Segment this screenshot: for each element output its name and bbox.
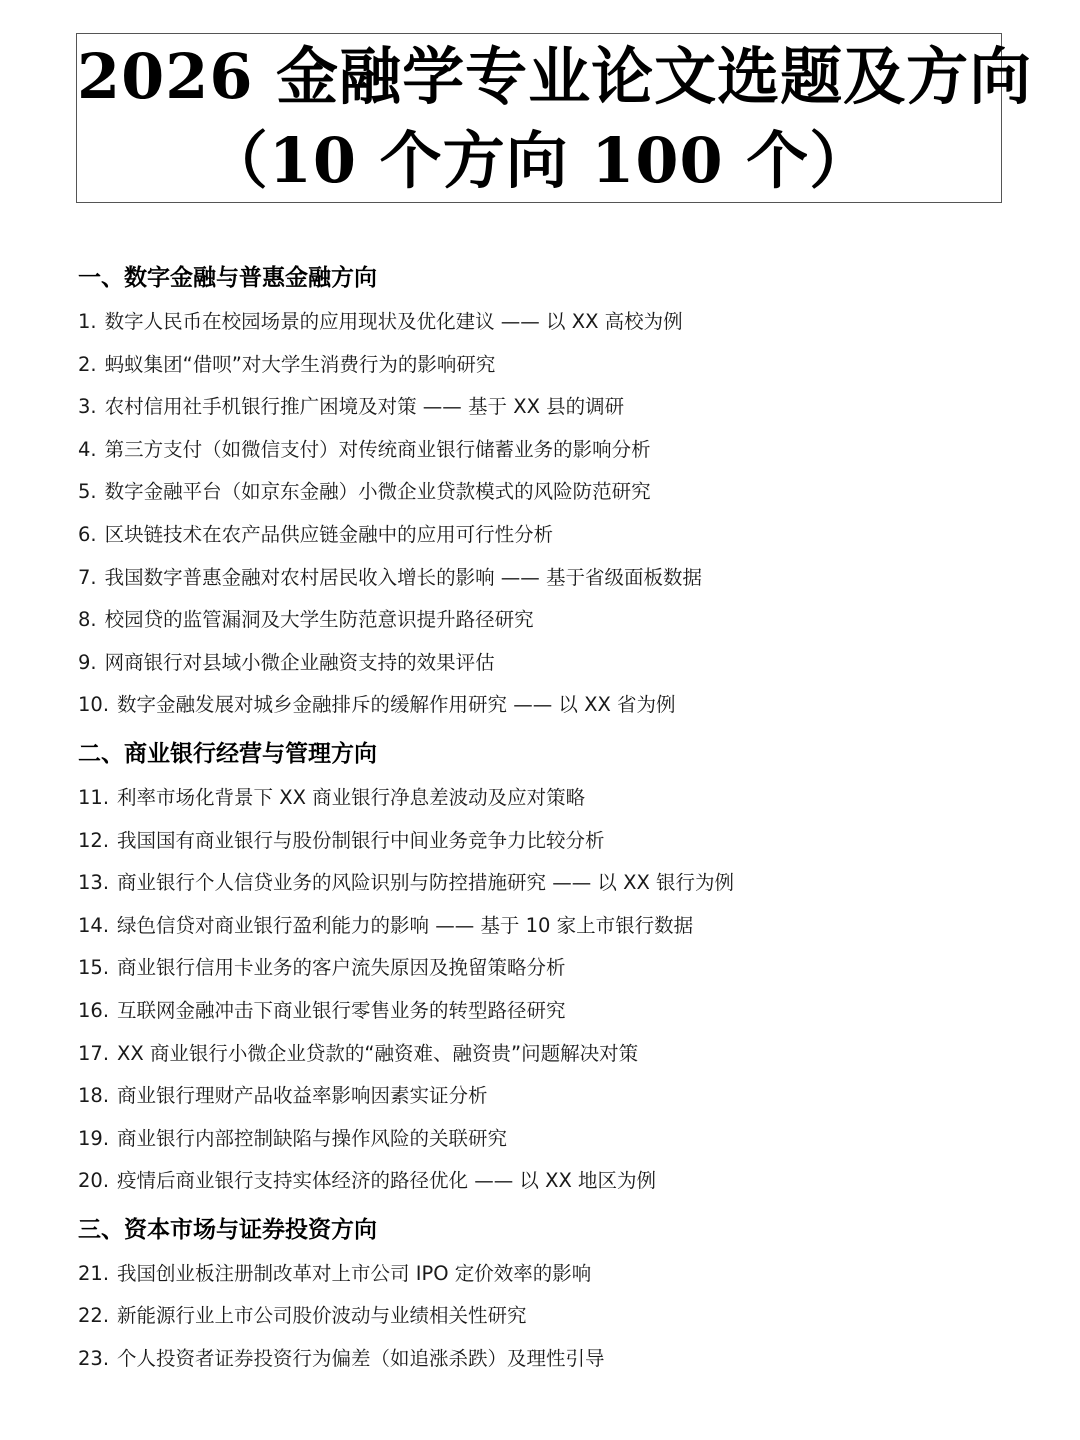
item-text: 个人投资者证券投资行为偏差（如追涨杀跌）及理性引导 bbox=[117, 1347, 605, 1371]
item-number: 10. bbox=[78, 693, 110, 717]
item-number: 2. bbox=[78, 352, 97, 376]
list-item bbox=[78, 1118, 1058, 1161]
section-items-capital-markets bbox=[78, 1253, 1058, 1381]
item-number: 19. bbox=[78, 1126, 110, 1150]
item-text: 区块链技术在农产品供应链金融中的应用可行性分析 bbox=[104, 522, 554, 546]
item-number: 3. bbox=[78, 395, 97, 419]
list-item bbox=[78, 301, 1058, 344]
list-item bbox=[78, 599, 1058, 642]
item-number: 23. bbox=[78, 1347, 110, 1371]
list-item bbox=[78, 684, 1058, 727]
item-number: 22. bbox=[78, 1304, 110, 1328]
item-text: 绿色信贷对商业银行盈利能力的影响 —— 基于 10 家上市银行数据 bbox=[117, 913, 694, 937]
item-number: 6. bbox=[78, 522, 97, 546]
list-item bbox=[78, 1075, 1058, 1118]
item-number: 13. bbox=[78, 871, 110, 895]
item-number: 18. bbox=[78, 1084, 110, 1108]
item-text: 农村信用社手机银行推广困境及对策 —— 基于 XX 县的调研 bbox=[104, 395, 625, 419]
section-heading-digital-finance: 一、数字金融与普惠金融方向 bbox=[78, 265, 377, 291]
list-item bbox=[78, 344, 1058, 387]
item-text: 利率市场化背景下 XX 商业银行净息差波动及应对策略 bbox=[117, 785, 586, 809]
list-item bbox=[78, 642, 1058, 685]
document-title-line-1: 2026 金融学专业论文选题及方向 bbox=[77, 40, 1033, 113]
item-number: 21. bbox=[78, 1261, 110, 1285]
list-item bbox=[78, 557, 1058, 600]
item-text: 疫情后商业银行支持实体经济的路径优化 —— 以 XX 地区为例 bbox=[117, 1169, 657, 1193]
item-text: 数字人民币在校园场景的应用现状及优化建议 —— 以 XX 高校为例 bbox=[104, 310, 683, 333]
list-item bbox=[78, 386, 1058, 429]
item-text: 网商银行对县域小微企业融资支持的效果评估 bbox=[104, 650, 495, 674]
item-text: 商业银行信用卡业务的客户流失原因及挽留策略分析 bbox=[117, 956, 566, 980]
item-number: 9. bbox=[78, 650, 97, 674]
list-item bbox=[78, 862, 1058, 905]
item-text: 新能源行业上市公司股价波动与业绩相关性研究 bbox=[117, 1304, 527, 1328]
item-number: 8. bbox=[78, 608, 97, 632]
item-text: 商业银行内部控制缺陷与操作风险的关联研究 bbox=[117, 1126, 508, 1150]
title-box bbox=[76, 33, 1033, 203]
list-item bbox=[78, 905, 1058, 948]
item-text: 数字金融平台（如京东金融）小微企业贷款模式的风险防范研究 bbox=[104, 480, 651, 504]
item-text: 第三方支付（如微信支付）对传统商业银行储蓄业务的影响分析 bbox=[104, 437, 651, 461]
section-heading-capital-markets: 三、资本市场与证券投资方向 bbox=[78, 1216, 377, 1243]
item-number: 5. bbox=[78, 480, 97, 504]
document-title-line-2: （10 个方向 100 个） bbox=[205, 124, 873, 197]
list-item bbox=[78, 947, 1058, 990]
item-text: 商业银行理财产品收益率影响因素实证分析 bbox=[117, 1084, 488, 1108]
item-number: 16. bbox=[78, 998, 110, 1022]
list-item bbox=[78, 1295, 1058, 1338]
item-text: 蚂蚁集团“借呗”对大学生消费行为的影响研究 bbox=[104, 352, 496, 376]
list-item bbox=[78, 777, 1058, 820]
item-text: 我国创业板注册制改革对上市公司 IPO 定价效率的影响 bbox=[117, 1261, 592, 1285]
list-item bbox=[78, 429, 1058, 472]
list-item bbox=[78, 471, 1058, 514]
section-items-commercial-banking bbox=[78, 777, 1058, 1203]
item-number: 11. bbox=[78, 785, 110, 809]
list-item bbox=[78, 1033, 1058, 1076]
list-item bbox=[78, 820, 1058, 863]
list-item bbox=[78, 1160, 1058, 1203]
item-number: 15. bbox=[78, 956, 110, 980]
item-number: 7. bbox=[78, 565, 97, 589]
item-text: 数字金融发展对城乡金融排斥的缓解作用研究 —— 以 XX 省为例 bbox=[117, 693, 676, 717]
item-number: 4. bbox=[78, 437, 97, 461]
list-item bbox=[78, 514, 1058, 557]
item-text: 互联网金融冲击下商业银行零售业务的转型路径研究 bbox=[117, 998, 566, 1022]
item-number: 1. bbox=[78, 310, 97, 333]
topic-content bbox=[78, 255, 1058, 1385]
list-item bbox=[78, 1338, 1058, 1381]
item-text: 我国数字普惠金融对农村居民收入增长的影响 —— 基于省级面板数据 bbox=[104, 565, 703, 589]
item-text: 我国国有商业银行与股份制银行中间业务竞争力比较分析 bbox=[117, 828, 605, 852]
item-number: 12. bbox=[78, 828, 110, 852]
item-text: 商业银行个人信贷业务的风险识别与防控措施研究 —— 以 XX 银行为例 bbox=[117, 871, 735, 895]
item-text: 校园贷的监管漏洞及大学生防范意识提升路径研究 bbox=[104, 608, 534, 632]
item-number: 14. bbox=[78, 913, 110, 937]
item-number: 17. bbox=[78, 1041, 110, 1065]
section-heading-commercial-banking: 二、商业银行经营与管理方向 bbox=[78, 740, 377, 767]
list-item bbox=[78, 1253, 1058, 1296]
section-items-digital-finance bbox=[78, 301, 1058, 727]
item-number: 20. bbox=[78, 1169, 110, 1193]
list-item bbox=[78, 990, 1058, 1033]
item-text: XX 商业银行小微企业贷款的“融资难、融资贵”问题解决对策 bbox=[117, 1041, 639, 1065]
